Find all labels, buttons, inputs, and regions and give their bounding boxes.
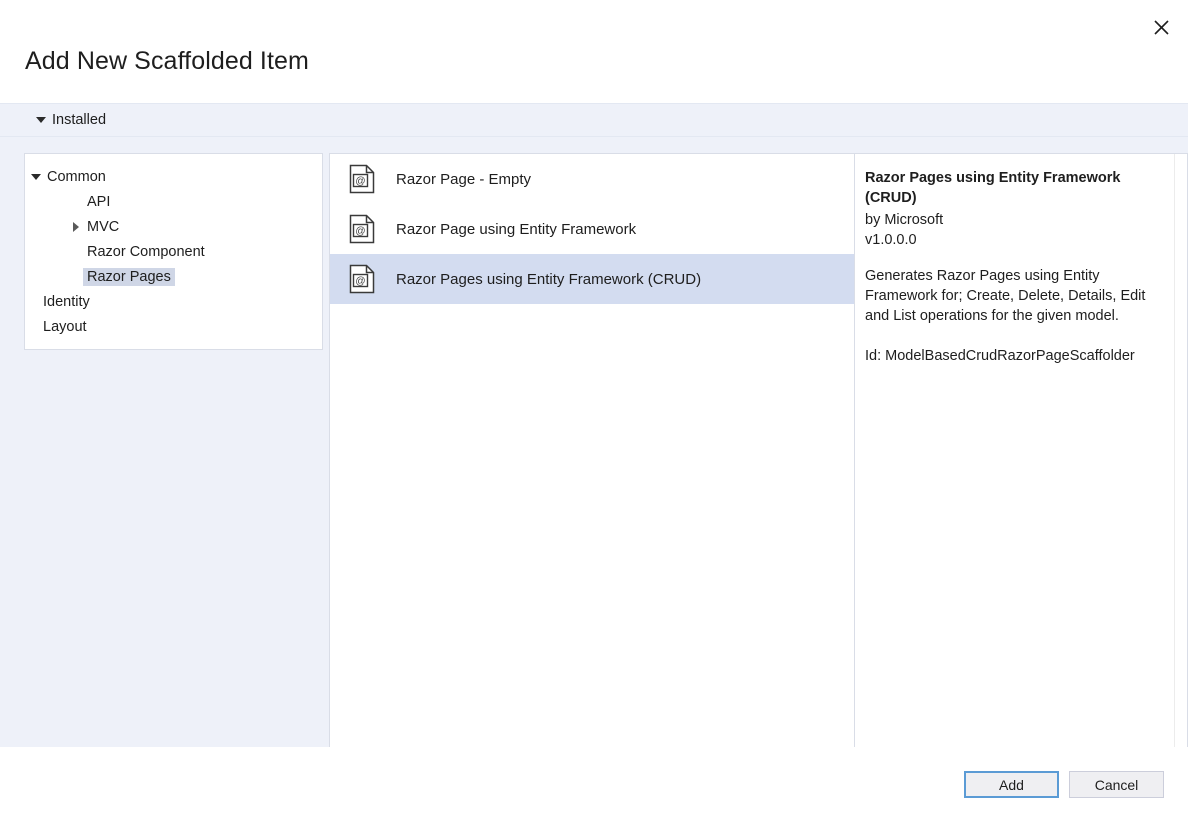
- page-title: Add New Scaffolded Item: [25, 47, 309, 75]
- tree-item-common[interactable]: [25, 164, 322, 189]
- add-button[interactable]: Add: [964, 771, 1059, 798]
- tree-item-api[interactable]: [25, 189, 322, 214]
- tree-item-layout[interactable]: [25, 314, 322, 339]
- tree-item-label: Common: [47, 168, 106, 185]
- list-item[interactable]: [330, 154, 854, 204]
- svg-text:@: @: [355, 276, 366, 287]
- tree-item-mvc[interactable]: [25, 214, 322, 239]
- close-glyph: [1153, 19, 1170, 36]
- razor-file-icon: [344, 213, 380, 245]
- svg-text:@: @: [355, 226, 366, 237]
- detail-description: Generates Razor Pages using Entity Framework for; Create, Delete, Details, Edit and List operations for the given model.: [865, 268, 1146, 324]
- dialog-footer: [0, 747, 1188, 822]
- tree-item-label: Layout: [43, 318, 87, 335]
- list-item[interactable]: [330, 254, 854, 304]
- triangle-open-icon: [25, 174, 47, 180]
- list-item-label: Razor Page using Entity Framework: [396, 220, 637, 238]
- details-pane: [855, 153, 1188, 747]
- tree-item-razor-component[interactable]: [25, 239, 322, 264]
- tree-item-identity[interactable]: [25, 289, 322, 314]
- cancel-button[interactable]: Cancel: [1069, 771, 1164, 798]
- razor-file-icon: [344, 263, 380, 295]
- dialog-titlebar: [0, 0, 1188, 103]
- triangle-closed-icon: [65, 222, 87, 232]
- list-item-label: Razor Pages using Entity Framework (CRUD): [396, 270, 702, 288]
- dialog-body: [0, 137, 1188, 747]
- tree-item-label: Identity: [43, 293, 90, 310]
- tree-item-label: MVC: [87, 218, 120, 235]
- chevron-down-icon: [36, 117, 46, 123]
- detail-author: by Microsoft: [865, 212, 944, 228]
- category-tree: [24, 153, 323, 350]
- details-scrollbar[interactable]: [1174, 154, 1187, 747]
- tree-item-label: Razor Component: [87, 243, 205, 260]
- razor-file-glyph: [349, 164, 375, 194]
- detail-title: Razor Pages using Entity Framework (CRUD): [865, 170, 1121, 206]
- detail-id: Id: ModelBasedCrudRazorPageScaffolder: [865, 348, 1135, 364]
- tree-item-label: API: [87, 193, 111, 210]
- razor-file-glyph: [349, 214, 375, 244]
- list-item[interactable]: [330, 204, 854, 254]
- detail-version: v1.0.0.0: [865, 232, 917, 248]
- installed-label: Installed: [52, 112, 107, 128]
- list-item-label: Razor Page - Empty: [396, 170, 532, 188]
- category-pane: [0, 137, 329, 747]
- installed-section-header[interactable]: [0, 103, 1188, 137]
- tree-item-label: Razor Pages: [83, 268, 175, 286]
- svg-text:@: @: [355, 176, 366, 187]
- template-list: [329, 153, 855, 747]
- razor-file-icon: [344, 163, 380, 195]
- tree-item-razor-pages[interactable]: [25, 264, 322, 289]
- razor-file-glyph: [349, 264, 375, 294]
- close-icon[interactable]: [1144, 12, 1178, 42]
